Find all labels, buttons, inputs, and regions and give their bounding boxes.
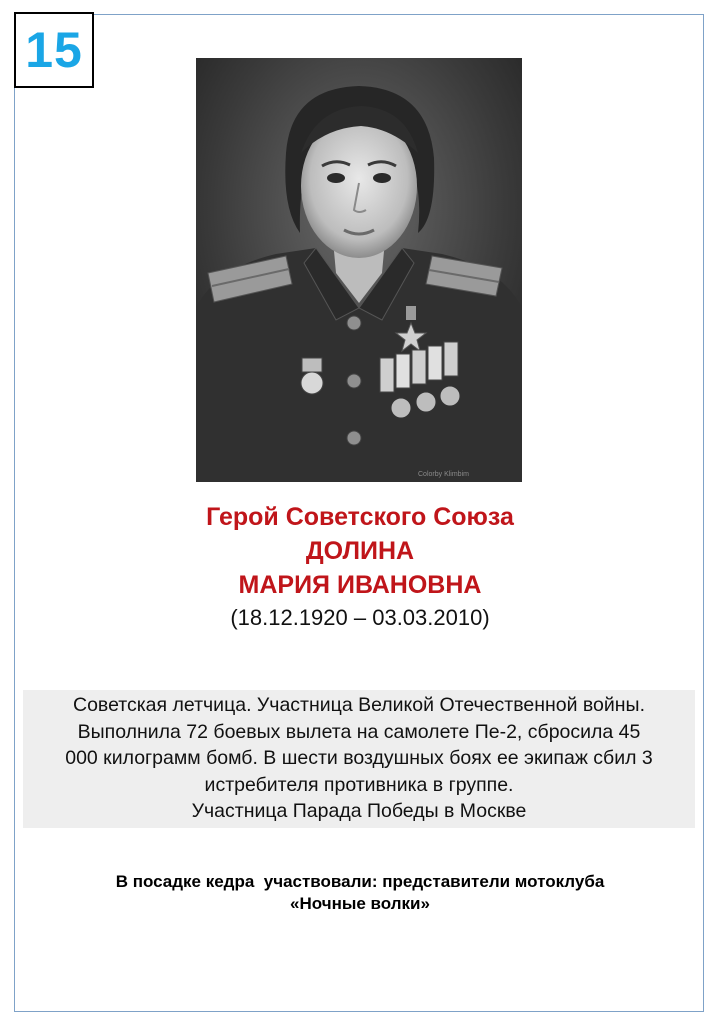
bio-line: Участница Парада Победы в Москве [191,800,527,822]
hero-given-names: МАРИЯ ИВАНОВНА [238,571,482,599]
note-line-2: «Ночные волки» [290,894,430,913]
portrait-illustration [196,58,522,482]
planting-note [0,871,720,915]
photo-watermark: Colorby Klimbim [418,471,469,478]
bio-line: истребителя противника в группе. [204,773,514,796]
hero-surname: ДОЛИНА [305,537,415,565]
portrait-photo [196,58,522,482]
bio-line: Выполнила 72 боевых вылета на самолете Пе-2, сбросила 45 [77,720,641,743]
hero-heading [0,500,720,634]
bio-line: Советская летчица. Участница Великой Отечественной войны. [73,694,645,716]
note-line-1: В посадке кедра участвовали: представители мотоклуба [115,872,605,891]
life-dates: (18.12.1920 – 03.03.2010) [230,605,490,630]
biography-block [23,690,695,828]
hero-title: Герой Советского Союза [206,503,514,531]
card-number-box [14,12,94,88]
guards-badge [301,358,323,394]
bio-line: 000 килограмм бомб. В шести воздушных боях ее экипаж сбил 3 [65,747,653,769]
card-number: 15 [25,22,83,78]
